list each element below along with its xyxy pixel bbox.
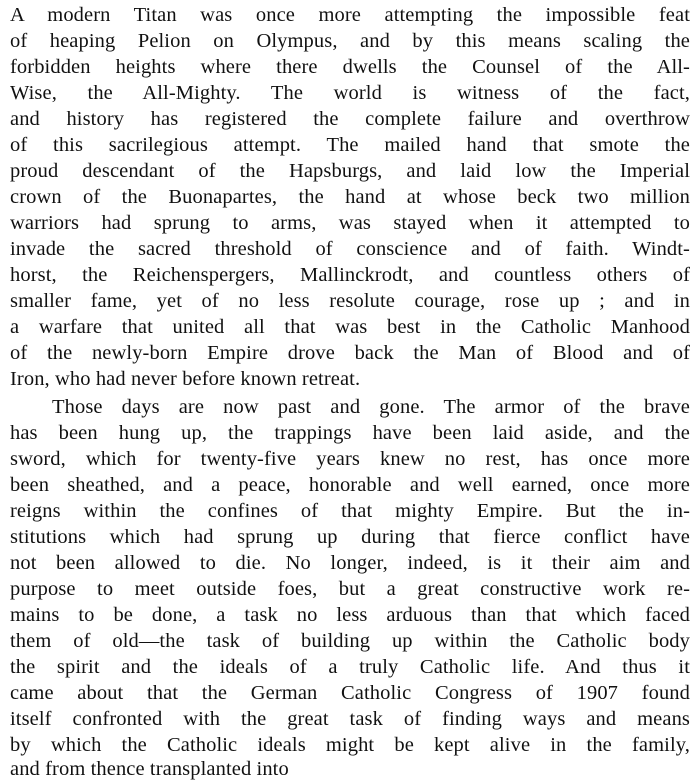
text-line: purpose to meet outside foes, but a great constructive work re- [10,578,690,600]
text-line: has been hung up, the trappings have been laid aside, and the [10,422,690,444]
text-line: forbidden heights where there dwells the Counsel of the All- [10,56,690,78]
text-line: invade the sacred threshold of conscience and of faith. Windt- [10,238,690,260]
text-line: horst, the Reichenspergers, Mallinckrodt, and countless others of [10,264,690,286]
text-line: Wise, the All-Mighty. The world is witness of the fact, [10,82,690,104]
text-line: the spirit and the ideals of a truly Catholic life. And thus it [10,656,690,678]
text-line: proud descendant of the Hapsburgs, and laid low the Imperial [10,160,690,182]
text-line: itself confronted with the great task of finding ways and means [10,708,690,730]
text-line: mains to be done, a task no less arduous than that which faced [10,604,690,626]
text-line: a warfare that united all that was best in the Catholic Manhood [10,316,690,338]
text-line: smaller fame, yet of no less resolute courage, rose up ; and in [10,290,690,312]
text-line: of this sacrilegious attempt. The mailed hand that smote the [10,134,690,156]
text-line: reigns within the confines of that mighty Empire. But the in- [10,500,690,522]
text-line: them of old—the task of building up within the Catholic body [10,630,690,652]
text-line: and from thence transplanted into [10,758,289,780]
text-line: been sheathed, and a peace, honorable and well earned, once more [10,474,690,496]
text-line: stitutions which had sprung up during that fierce conflict have [10,526,690,548]
text-line: by which the Catholic ideals might be kept alive in the family, [10,734,690,756]
text-line: Iron, who had never before known retreat. [10,368,361,390]
text-line: crown of the Buonapartes, the hand at whose beck two million [10,186,690,208]
text-line: Those days are now past and gone. The armor of the brave [52,396,690,418]
text-line: of the newly-born Empire drove back the Man of Blood and of [10,342,690,364]
text-line: of heaping Pelion on Olympus, and by this means scaling the [10,30,690,52]
text-line: sword, which for twenty-five years knew no rest, has once more [10,448,690,470]
text-line: came about that the German Catholic Congress of 1907 found [10,682,690,704]
text-line: and history has registered the complete failure and overthrow [10,108,690,130]
text-line: A modern Titan was once more attempting the impossible feat [10,4,690,26]
text-line: warriors had sprung to arms, was stayed when it attempted to [10,212,690,234]
text-line: not been allowed to die. No longer, indeed, is it their aim and [10,552,690,574]
